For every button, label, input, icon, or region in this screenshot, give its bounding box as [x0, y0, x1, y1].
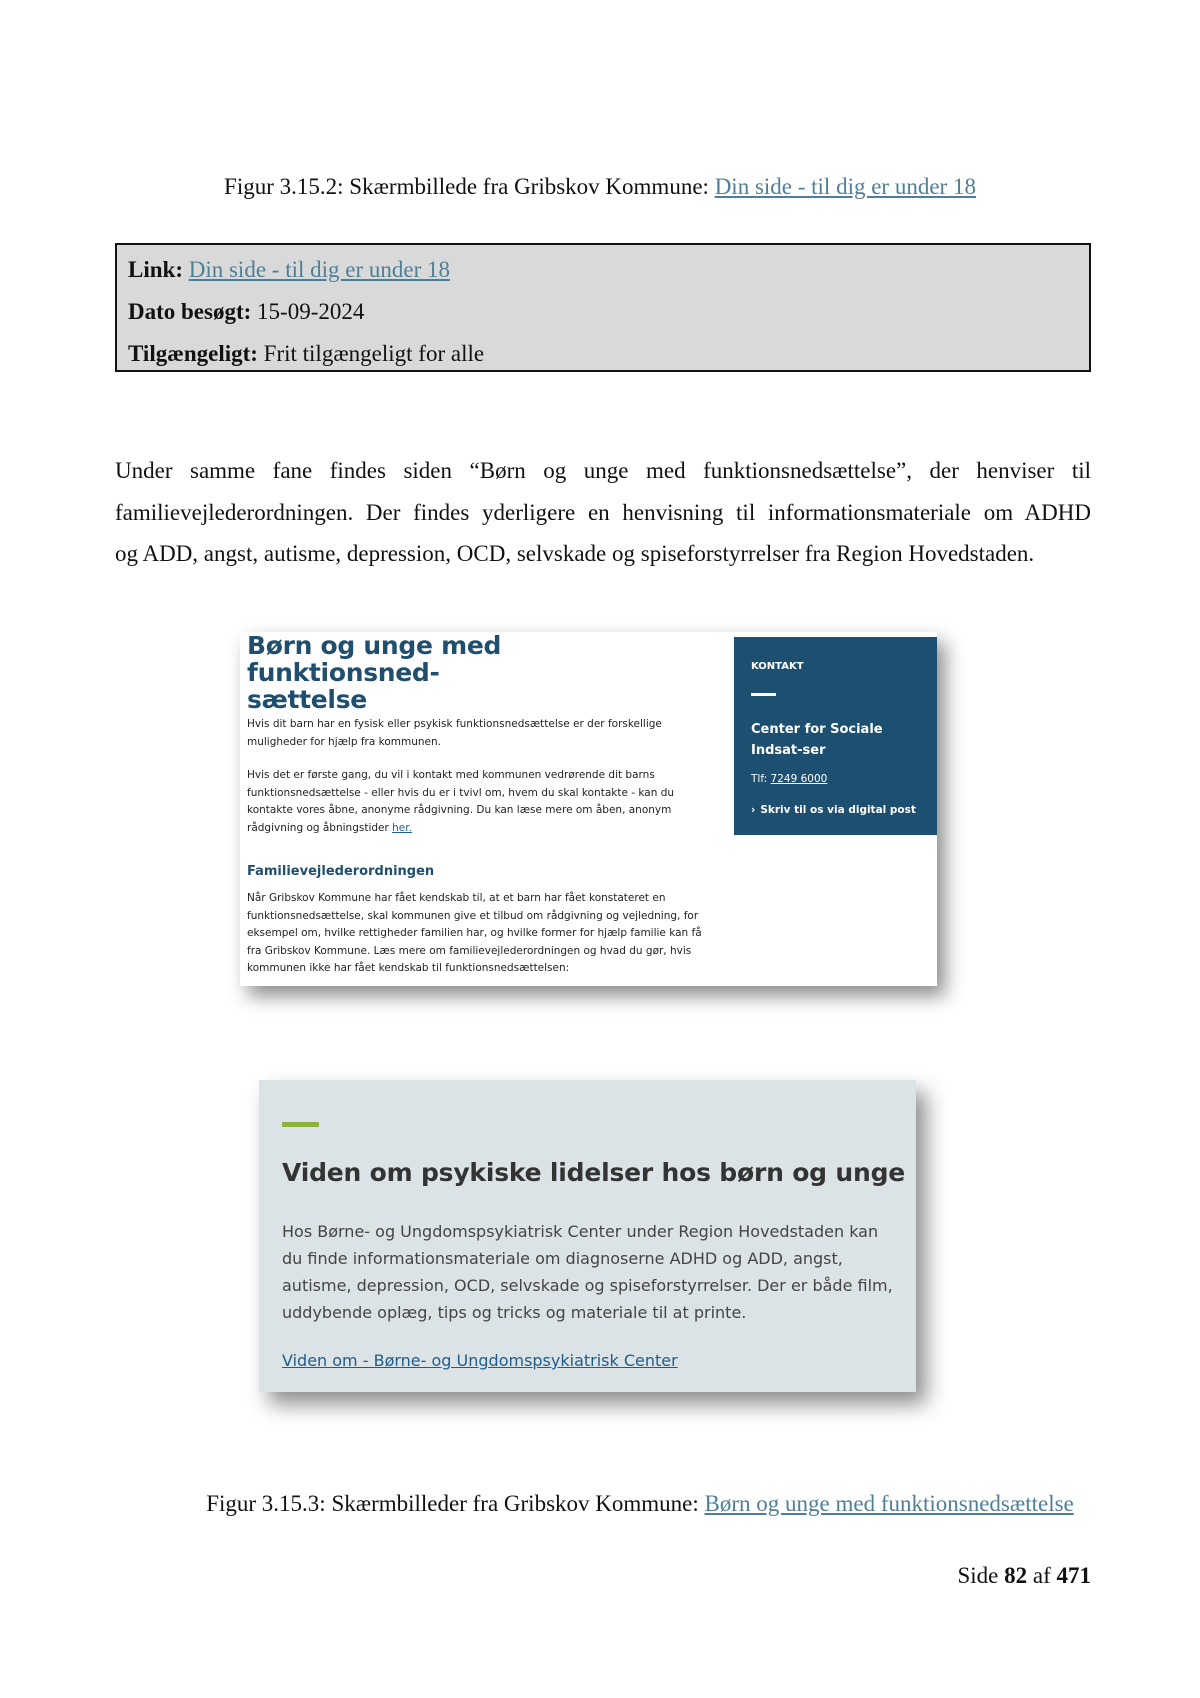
- caption-prefix: Figur 3.15.2: Skærmbillede fra Gribskov Kommune:: [224, 174, 715, 199]
- title-line: Børn og unge med funktionsned-: [247, 632, 502, 687]
- viden-om-link[interactable]: Viden om - Børne- og Ungdomspsykiatrisk Center: [282, 1351, 678, 1370]
- title-line: sættelse: [247, 685, 367, 714]
- figure-caption-top: [0, 172, 1200, 202]
- link-row: [128, 249, 1078, 291]
- screenshot2-text: Hos Børne- og Ungdomspsykiatrisk Center under Region Hovedstaden kan du finde informationsmateriale om diagnoserne ADHD og ADD, angst, autisme, depression, OCD, selvskade og spiseforstyrrelser. Der er både film, uddybende oplæg, tips og tricks og materiale til at printe.: [282, 1222, 893, 1322]
- digital-post-link[interactable]: [751, 804, 916, 816]
- screenshot1-title: [247, 632, 687, 713]
- page-prefix: Side: [957, 1563, 1005, 1588]
- screenshot1-paragraph: Når Gribskov Kommune har fået kendskab til, at et barn har fået konstateret en funktionsnedsættelse, skal kommunen give et tilbud om rådgivning og vejledning, for eksempel om, hvilke rettigheder familien har, og hvilke former for hjælp familie kan få fra Gribskov Kommune. Læs mere om familievejlederordningen og hvad du gør, hvis kommunen ikke har fået kendskab til funktionsnedsættelsen:: [247, 892, 702, 974]
- contact-name: Center for Sociale Indsat-ser: [751, 722, 883, 758]
- contact-divider: [751, 693, 776, 696]
- phone-label: Tlf:: [751, 773, 771, 785]
- her-link[interactable]: her.: [392, 821, 412, 834]
- paragraph-line: Under samme fane findes siden “Børn og unge med funktionsnedsættelse”, der henviser til: [115, 458, 1091, 483]
- body-paragraph: [115, 450, 1091, 575]
- digital-post-label: Skriv til os via digital post: [760, 804, 916, 816]
- contact-label: KONTAKT: [751, 661, 804, 672]
- screenshot2-title: Viden om psykiske lidelser hos børn og unge: [282, 1158, 906, 1187]
- paragraph-line: og ADD, angst, autisme, depression, OCD, selvskade og spiseforstyrrelser fra Region Hovedstaden.: [115, 541, 1035, 566]
- screenshot1-paragraph: Hvis dit barn har en fysisk eller psykisk funktionsnedsættelse er der forskellige muligheder for hjælp fra kommunen.: [247, 718, 662, 748]
- caption-prefix: Figur 3.15.3: Skærmbilleder fra Gribskov Kommune:: [206, 1491, 705, 1516]
- access-row: [128, 333, 1078, 375]
- page-separator: af: [1027, 1563, 1057, 1588]
- screenshot-born-og-unge: [240, 632, 937, 986]
- total-pages: 471: [1056, 1563, 1091, 1588]
- screenshot1-subheading: Familievejlederordningen: [247, 864, 435, 879]
- paragraph-text: Hvis det er første gang, du vil i kontakt med kommunen vedrørende dit barns funktionsnedsættelse - eller hvis du er i tvivl om, hvem du skal kontakte - kan du kontakte vores åbne, anonyme rådgivning. Du kan læse mere om åben, anonym rådgivning og åbningstider: [247, 769, 675, 834]
- screenshot1-paragraph: [247, 767, 707, 837]
- link-label: Link:: [128, 257, 183, 282]
- accent-bar: [282, 1122, 319, 1127]
- contact-box: [734, 637, 937, 835]
- date-row: [128, 291, 1078, 333]
- page-number: [957, 1563, 1091, 1589]
- chevron-right-icon: ›: [751, 804, 756, 816]
- paragraph-line: familievejlederordningen. Der findes yderligere en henvisning til informationsmateriale om ADHD: [115, 499, 1091, 525]
- date-value: 15-09-2024: [257, 299, 365, 324]
- source-info-box: [115, 243, 1091, 372]
- caption-link[interactable]: Børn og unge med funktionsnedsættelse: [704, 1491, 1074, 1516]
- date-label: Dato besøgt:: [128, 299, 252, 324]
- contact-phone: [751, 773, 827, 785]
- access-value: Frit tilgængeligt for alle: [263, 341, 485, 366]
- screenshot-viden-om: [259, 1080, 916, 1392]
- figure-caption-bottom: [40, 1489, 1200, 1519]
- phone-number-link[interactable]: 7249 6000: [770, 773, 828, 785]
- current-page: 82: [1004, 1563, 1028, 1588]
- access-label: Tilgængeligt:: [128, 341, 258, 366]
- source-link[interactable]: Din side - til dig er under 18: [188, 257, 450, 282]
- caption-link[interactable]: Din side - til dig er under 18: [714, 174, 976, 199]
